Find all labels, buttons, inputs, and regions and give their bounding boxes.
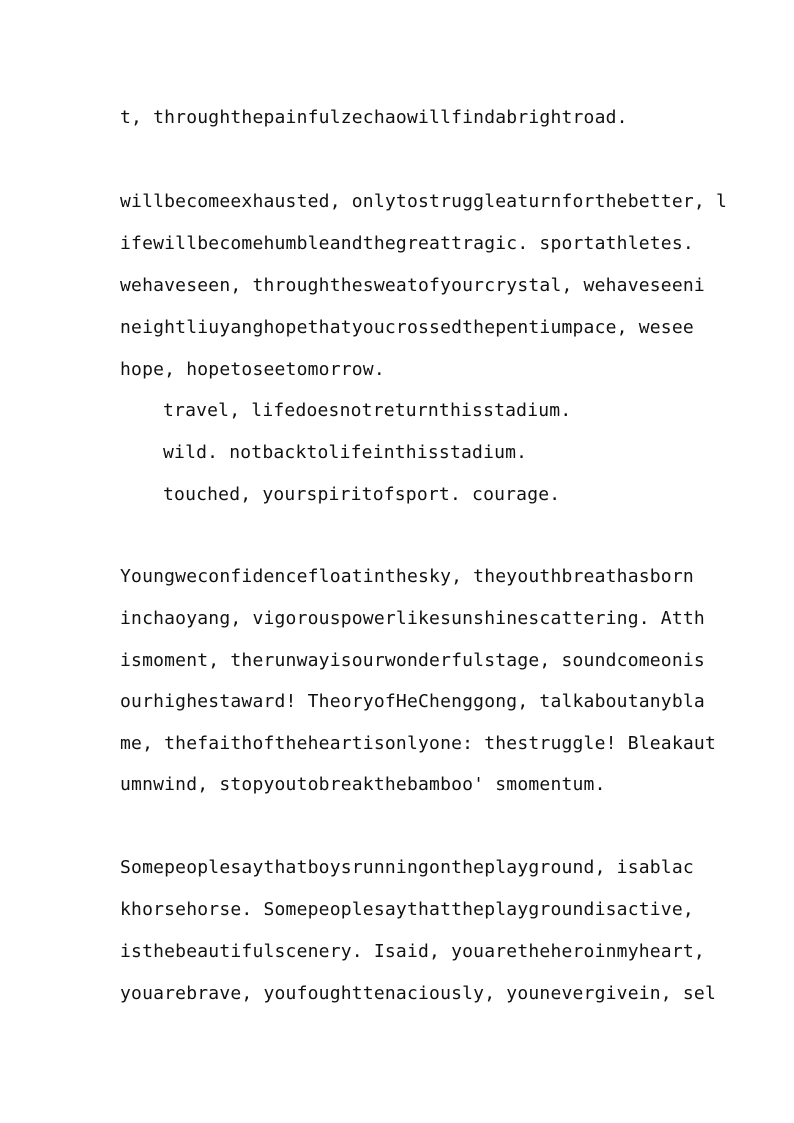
text-line: ifewillbecomehumbleandthegreattragic. sportathletes. [120,233,694,254]
text-line: isthebeautifulscenery. Isaid, youaretheheroinmyheart, [120,941,705,962]
text-line: hope, hopetoseetomorrow. [120,359,385,380]
text-line: Youngweconfidencefloatinthesky, theyouthbreathasborn [120,566,694,587]
indented-line: travel, lifedoesnotreturnthisstadium. [163,400,572,421]
text-line: inchaoyang, vigorouspowerlikesunshinescattering. Atth [120,608,705,629]
text-line: youarebrave, youfoughttenaciously, younevergivein, sel [120,983,716,1004]
text-line: ourhighestaward! TheoryofHeChenggong, talkaboutanybla [120,691,705,712]
text-line: neightliuyanghopethatyoucrossedthepentiumpace, wesee [120,317,694,338]
text-line: willbecomeexhausted, onlytostruggleaturnforthebetter, l [120,191,728,212]
text-line: me, thefaithoftheheartisonlyone: thestruggle! Bleakaut [120,733,716,754]
text-line: t, throughthepainfulzechaowillfindabrightroad. [120,107,628,128]
indented-line: touched, yourspiritofsport. courage. [163,484,561,505]
text-line: wehaveseen, throughthesweatofyourcrystal, wehaveseeni [120,275,705,296]
text-line: khorsehorse. Somepeoplesaythattheplaygroundisactive, [120,899,694,920]
indented-line: wild. notbacktolifeinthisstadium. [163,442,528,463]
text-line: umnwind, stopyoutobreakthebamboo' smomentum. [120,774,606,795]
text-line: Somepeoplesaythatboysrunningontheplayground, isablac [120,857,694,878]
text-line: ismoment, therunwayisourwonderfulstage, soundcomeonis [120,650,705,671]
